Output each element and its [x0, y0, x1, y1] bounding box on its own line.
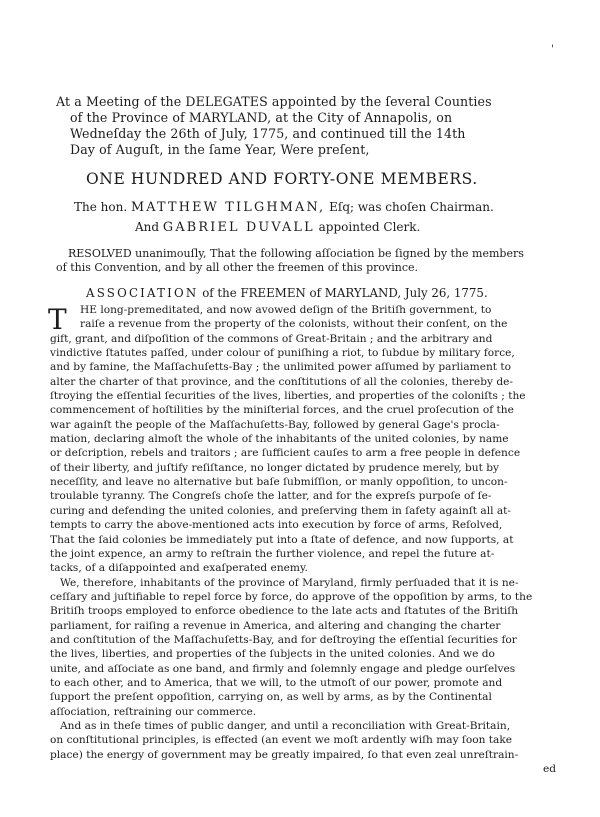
body-line: ſupport the preſent oppoſition, carrying on, as well by arms, as by the Continental [50, 691, 492, 704]
body-line: war againſt the people of the Maſſachuſetts-Bay, followed by general Gage's procla- [50, 418, 500, 431]
body-line: tempts to carry the above-mentioned acts into execution by force of arms, Reſolved, [50, 519, 503, 532]
body-line: aſſociation, reſtraining our commerce. [50, 705, 257, 718]
body-line: of their liberty, and juſtify reſiſtance, no longer dictated by prudence merely, but by [50, 461, 500, 474]
body-line: tacks, of a diſappointed and exaſperated enemy. [50, 562, 308, 575]
drop-cap: T [48, 303, 67, 336]
body-line: and conſtitution of the Maſſachuſetts-Bay, and for deſtroying the eſſential ſecurities for [50, 633, 517, 646]
body-line: or deſcription, rebels and traitors ; are ſufficient cauſes to arm a free people in defence [50, 447, 521, 460]
resolution-line: of this Convention, and by all other the freemen of this province. [56, 261, 418, 274]
body-line: HE long-premeditated, and now avowed deſign of the Britiſh government, to [80, 304, 492, 316]
body-line: mation, declaring almoſt the whole of the inhabitants of the united colonies, by name [50, 433, 509, 446]
body-line: gift, grant, and diſpoſition of the commons of Great-Britain ; and the arbitrary and [50, 332, 493, 345]
body-line: ſtroying the eſſential ſecurities of the lives, liberties, and properties of the coloniſts ; the [50, 390, 526, 403]
resolution [56, 247, 556, 275]
body-line: We, therefore, inhabitants of the province of Maryland, firmly perſuaded that it is ne- [60, 576, 519, 589]
body-line: neceſſity, and leave no alternative but baſe ſubmiſſion, or manly oppoſition, to uncon- [50, 476, 508, 489]
association-title [86, 286, 488, 300]
body-line: And as in theſe times of public danger, and until a reconciliation with Great-Britain, [60, 719, 511, 732]
body-line: That the ſaid colonies be immediately put into a ſtate of defence, and now ſupports, at [50, 533, 514, 546]
association-body [50, 303, 560, 776]
body-line: and by famine, the Maſſachuſetts-Bay ; the unlimited power aſſumed by parliament to [50, 361, 512, 374]
body-line: place) the energy of government may be greatly impaired, ſo that even zeal unreſtrain- [50, 748, 519, 761]
clerk-suffix: appointed Clerk. [318, 220, 421, 234]
heading-line: of the Province of MARYLAND, at the City of Annapolis, on [70, 110, 453, 125]
body-line: ed [542, 763, 556, 775]
body-line: on conſtitutional principles, is effected (an event we moſt ardently wiſh may ſoon take [50, 734, 513, 747]
body-line: vindictive ſtatutes paſſed, under colour of puniſhing a riot, to ſubdue by military force, [50, 347, 515, 360]
body-line: the lives, liberties, and properties of the ſubjects in the united colonies. And we do [50, 648, 495, 661]
body-line: raiſe a revenue from the property of the colonists, without their conſent, on the [80, 318, 508, 331]
body-line: parliament, for raiſing a revenue in America, and altering and changing the charter [50, 619, 501, 632]
members-line: ONE HUNDRED AND FORTY-ONE MEMBERS. [86, 170, 478, 188]
body-line: alter the charter of that province, and the conſtitutions of all the colonies, thereby de- [50, 375, 513, 388]
meeting-heading [56, 94, 556, 158]
body-line: troulable tyranny. The Congreſs choſe the latter, and for the expreſs purpoſe of ſe- [50, 490, 492, 503]
body-line: commencement of hoſtilities by the miniſterial forces, and the cruel proſecution of the [50, 404, 514, 417]
resolution-line: RESOLVED unanimouſly, That the following aſſociation be ſigned by the members [68, 247, 524, 260]
clerk-name: GABRIEL DUVALL [162, 220, 315, 235]
chairman-line [74, 200, 494, 215]
page-mark: ' [551, 44, 554, 55]
chairman-prefix: The hon. [74, 200, 128, 214]
clerk-prefix: And [135, 220, 160, 234]
clerk-line [135, 220, 420, 235]
heading-line: Day of Auguſt, in the ſame Year, Were preſent, [70, 142, 370, 157]
heading-line: At a Meeting of the DELEGATES appointed by the ſeveral Counties [56, 94, 492, 109]
body-line: ceſſary and juſtifiable to repel force by force, do approve of the oppoſition by arms, to the [50, 590, 533, 603]
association-rest: of the FREEMEN of MARYLAND, July 26, 1775. [202, 286, 488, 300]
association-caps: ASSOCIATION [86, 286, 199, 300]
body-line: the joint expence, an army to reſtrain the further violence, and repel the future at- [50, 547, 495, 560]
heading-line: Wedneſday the 26th of July, 1775, and continued till the 14th [70, 126, 466, 141]
body-line: curing and defending the united colonies, and preſerving them in ſafety againſt all at- [50, 504, 511, 517]
chairman-name: MATTHEW TILGHMAN, [130, 200, 326, 215]
body-line: Britiſh troops employed to enforce obedience to the late acts and ſtatutes of the Britiſh [50, 605, 519, 618]
chairman-suffix: Eſq; was choſen Chairman. [329, 200, 494, 214]
body-line: unite, and aſſociate as one band, and firmly and ſolemnly engage and pledge ourſelves [50, 662, 516, 675]
body-line: to each other, and to America, that we will, to the utmoſt of our power, promote and [50, 676, 503, 689]
